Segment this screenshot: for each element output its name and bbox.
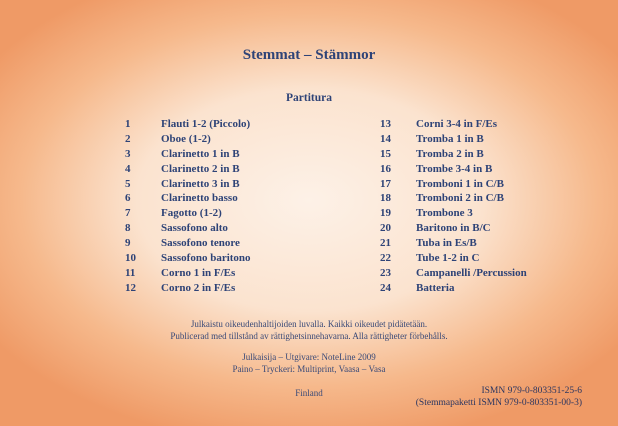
part-name: Oboe (1-2) [161, 132, 211, 145]
part-number: 17 [380, 177, 391, 190]
part-item [125, 132, 251, 147]
part-number: 22 [380, 252, 391, 265]
part-item [380, 236, 527, 251]
part-number: 21 [380, 237, 391, 250]
part-number: 9 [125, 237, 131, 250]
part-item [380, 206, 527, 221]
parts-list-right [380, 117, 527, 296]
part-name: Sassofono tenore [161, 237, 240, 250]
part-number: 23 [380, 266, 391, 279]
part-name: Clarinetto 2 in B [161, 162, 240, 175]
part-name: Tube 1-2 in C [416, 252, 480, 265]
part-item [380, 251, 527, 266]
part-number: 5 [125, 177, 131, 190]
rights-notice [0, 318, 618, 342]
part-number: 13 [380, 118, 391, 130]
country-label: Finland [295, 388, 323, 398]
part-number: 1 [125, 118, 131, 130]
part-number: 10 [125, 252, 136, 265]
part-item [380, 162, 527, 177]
part-name: Sassofono alto [161, 222, 228, 235]
rights-finnish: Julkaistu oikeudenhaltijoiden luvalla. Kaikki oikeudet pidätetään. [190, 319, 428, 329]
part-item [125, 191, 251, 206]
part-number: 8 [125, 222, 131, 235]
part-item [125, 266, 251, 281]
part-name: Clarinetto 3 in B [161, 177, 240, 190]
part-name: Batteria [416, 281, 455, 294]
part-number: 15 [380, 147, 391, 160]
part-item [380, 266, 527, 281]
part-item [380, 132, 527, 147]
ismn-set-number: (Stemmapaketti ISMN 979-0-803351-00-3) [415, 398, 582, 408]
part-number: 20 [380, 222, 391, 235]
part-number: 24 [380, 281, 391, 294]
part-item [125, 236, 251, 251]
ismn-block [416, 385, 582, 409]
part-item [125, 206, 251, 221]
part-item [125, 221, 251, 236]
publisher-info [0, 351, 618, 375]
part-name: Baritono in B/C [416, 222, 491, 235]
page-title: Stemmat – Stämmor [242, 47, 376, 63]
part-item [125, 281, 251, 296]
page-subtitle: Partitura [286, 92, 332, 104]
part-name: Corno 1 in F/Es [161, 266, 236, 279]
part-number: 16 [380, 162, 391, 175]
printer-line: Paino – Tryckeri: Multiprint, Vaasa – Vasa [232, 364, 386, 374]
part-item [125, 147, 251, 162]
part-number: 2 [125, 132, 131, 145]
part-name: Clarinetto 1 in B [161, 147, 240, 160]
part-item [380, 281, 527, 296]
ismn-number: ISMN 979-0-803351-25-6 [481, 386, 582, 396]
part-item [125, 117, 251, 132]
part-name: Corno 2 in F/Es [161, 281, 236, 294]
part-item [380, 117, 527, 132]
part-name: Tromboni 2 in C/B [416, 192, 504, 205]
rights-swedish: Publicerad med tillstånd av rättighetsinnehavarna. Alla rättigheter förbehålls. [170, 331, 448, 341]
part-name: Tromba 1 in B [416, 132, 484, 145]
part-number: 7 [125, 207, 131, 220]
part-name: Flauti 1-2 (Piccolo) [161, 118, 251, 130]
part-name: Trombe 3-4 in B [416, 162, 493, 175]
parts-list-left [125, 117, 251, 296]
part-number: 3 [125, 147, 131, 160]
part-name: Tromboni 1 in C/B [416, 177, 504, 190]
part-number: 19 [380, 207, 391, 220]
part-name: Tromba 2 in B [416, 147, 484, 160]
part-item [125, 177, 251, 192]
part-name: Sassofono baritono [161, 252, 251, 265]
part-name: Corni 3-4 in F/Es [416, 118, 497, 130]
part-item [380, 191, 527, 206]
part-item [380, 221, 527, 236]
part-item [380, 147, 527, 162]
part-name: Tuba in Es/B [416, 237, 477, 250]
part-number: 14 [380, 132, 391, 145]
part-name: Fagotto (1-2) [161, 207, 222, 220]
part-name: Clarinetto basso [161, 192, 238, 205]
part-item [380, 177, 527, 192]
part-name: Trombone 3 [416, 207, 473, 220]
part-number: 11 [125, 266, 136, 279]
part-number: 4 [125, 162, 131, 175]
part-item [125, 251, 251, 266]
part-number: 12 [125, 281, 136, 294]
publisher-line: Julkaisija – Utgivare: NoteLine 2009 [242, 352, 376, 362]
part-name: Campanelli /Percussion [416, 266, 527, 279]
part-item [125, 162, 251, 177]
part-number: 18 [380, 192, 391, 205]
part-number: 6 [125, 192, 131, 205]
